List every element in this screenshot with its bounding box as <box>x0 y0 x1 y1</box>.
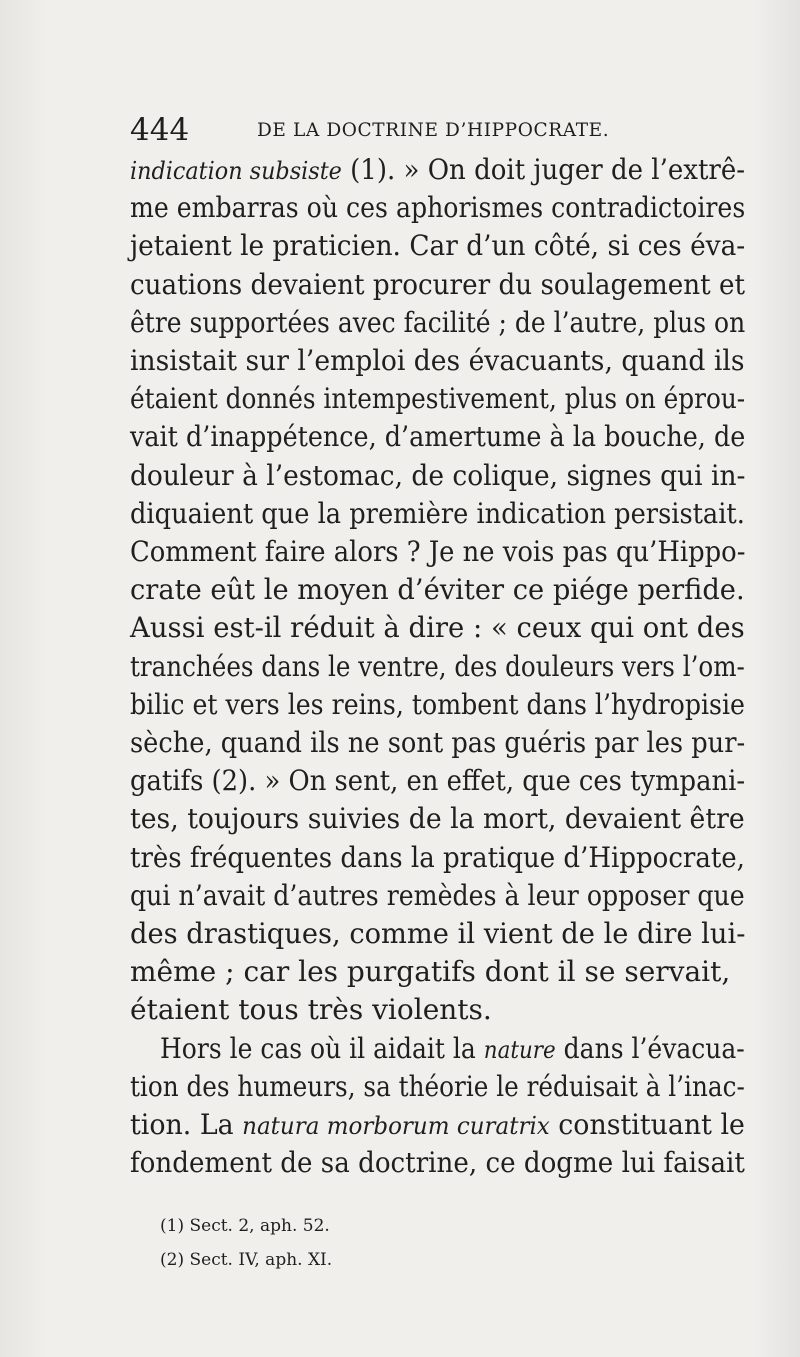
text-line <box>130 228 745 264</box>
line-text: tion des humeurs, sa théorie le réduisait à l’inac- <box>130 1069 745 1103</box>
text-line <box>130 152 745 188</box>
line-text: Aussi est-il réduit à dire : « ceux qui ont des <box>130 611 745 645</box>
line-text: bilic et vers les reins, tombent dans l’hydropisie <box>130 687 745 721</box>
line-text: crate eût le moyen d’éviter ce piége perfide. <box>130 573 745 607</box>
line-text: même ; car les purgatifs dont il se servait, <box>130 955 731 989</box>
text-line <box>130 496 745 532</box>
text-line <box>130 534 745 570</box>
text-line <box>130 687 745 723</box>
text-line <box>130 954 730 990</box>
line-text: douleur à l’estomac, de colique, signes qui in- <box>130 458 746 492</box>
text-line <box>130 725 745 761</box>
text-line <box>130 267 745 303</box>
line-text: des drastiques, comme il vient de le dire lui- <box>130 917 746 950</box>
footnote-1: (1) Sect. 2, aph. 52. <box>160 1216 330 1236</box>
line-text: diquaient que la première indication persistait. <box>130 496 745 530</box>
line-text: me embarras où ces aphorismes contradictoires <box>130 191 746 225</box>
text-line <box>130 381 745 417</box>
line-text: tranchées dans le ventre, des douleurs vers l’om- <box>130 649 745 683</box>
line-text-end: (1). » On doit juger de l’extrê- <box>341 153 746 186</box>
line-text: qui n’avait d’autres remèdes à leur opposer que <box>130 878 745 912</box>
text-line <box>130 419 745 455</box>
text-line <box>130 992 492 1028</box>
line-text: être supportées avec facilité ; de l’autre, plus on <box>130 305 746 339</box>
line-italic-text: natura morborum curatrix <box>242 1112 550 1140</box>
line-text: très fréquentes dans la pratique d’Hippocrate, <box>130 840 745 874</box>
line-text: Hors le cas où il aidait la <box>160 1031 484 1065</box>
text-line <box>130 458 745 494</box>
line-italic-text: nature <box>483 1035 556 1064</box>
text-line <box>130 801 745 837</box>
page-header <box>130 112 750 152</box>
line-text: sèche, quand ils ne sont pas guéris par les pur- <box>130 726 746 759</box>
line-italic-text: indication subsiste <box>130 157 342 185</box>
line-text: Comment faire alors ? Je ne vois pas qu’Hippo- <box>130 535 746 568</box>
text-line <box>130 305 745 341</box>
page-number: 444 <box>130 112 190 148</box>
line-text: jetaient le praticien. Car d’un côté, si ces éva- <box>130 229 746 263</box>
line-text: fondement de sa doctrine, ce dogme lui faisait <box>130 1146 745 1180</box>
line-text: étaient donnés intempestivement, plus on éprou- <box>130 382 746 416</box>
text-line <box>130 840 745 876</box>
footnote-2: (2) Sect. IV, aph. XI. <box>160 1250 333 1270</box>
text-line <box>130 763 745 799</box>
text-line <box>130 572 745 608</box>
line-text: tion. La <box>130 1108 243 1141</box>
text-line <box>130 916 745 952</box>
line-text: cuations devaient procurer du soulagement et <box>130 267 746 301</box>
text-line <box>130 649 745 685</box>
text-line <box>160 1031 745 1067</box>
running-title: DE LA DOCTRINE D’HIPPOCRATE. <box>257 120 610 141</box>
line-text-end: dans l’évacua- <box>555 1031 745 1065</box>
text-line <box>130 1107 745 1143</box>
text-line <box>130 878 745 914</box>
text-line <box>130 610 745 646</box>
line-text: insistait sur l’emploi des évacuants, quand ils <box>130 344 745 377</box>
line-text-end: constituant le <box>549 1108 745 1141</box>
text-line <box>130 1145 745 1181</box>
line-text: tes, toujours suivies de la mort, devaient être <box>130 802 745 836</box>
text-line <box>130 343 745 379</box>
line-text: vait d’inappétence, d’amertume à la bouche, de <box>130 420 746 454</box>
line-text: gatifs (2). » On sent, en effet, que ces tympani- <box>130 764 746 798</box>
text-line <box>130 190 745 226</box>
line-text: étaient tous très violents. <box>130 993 492 1027</box>
text-line <box>130 1069 745 1105</box>
